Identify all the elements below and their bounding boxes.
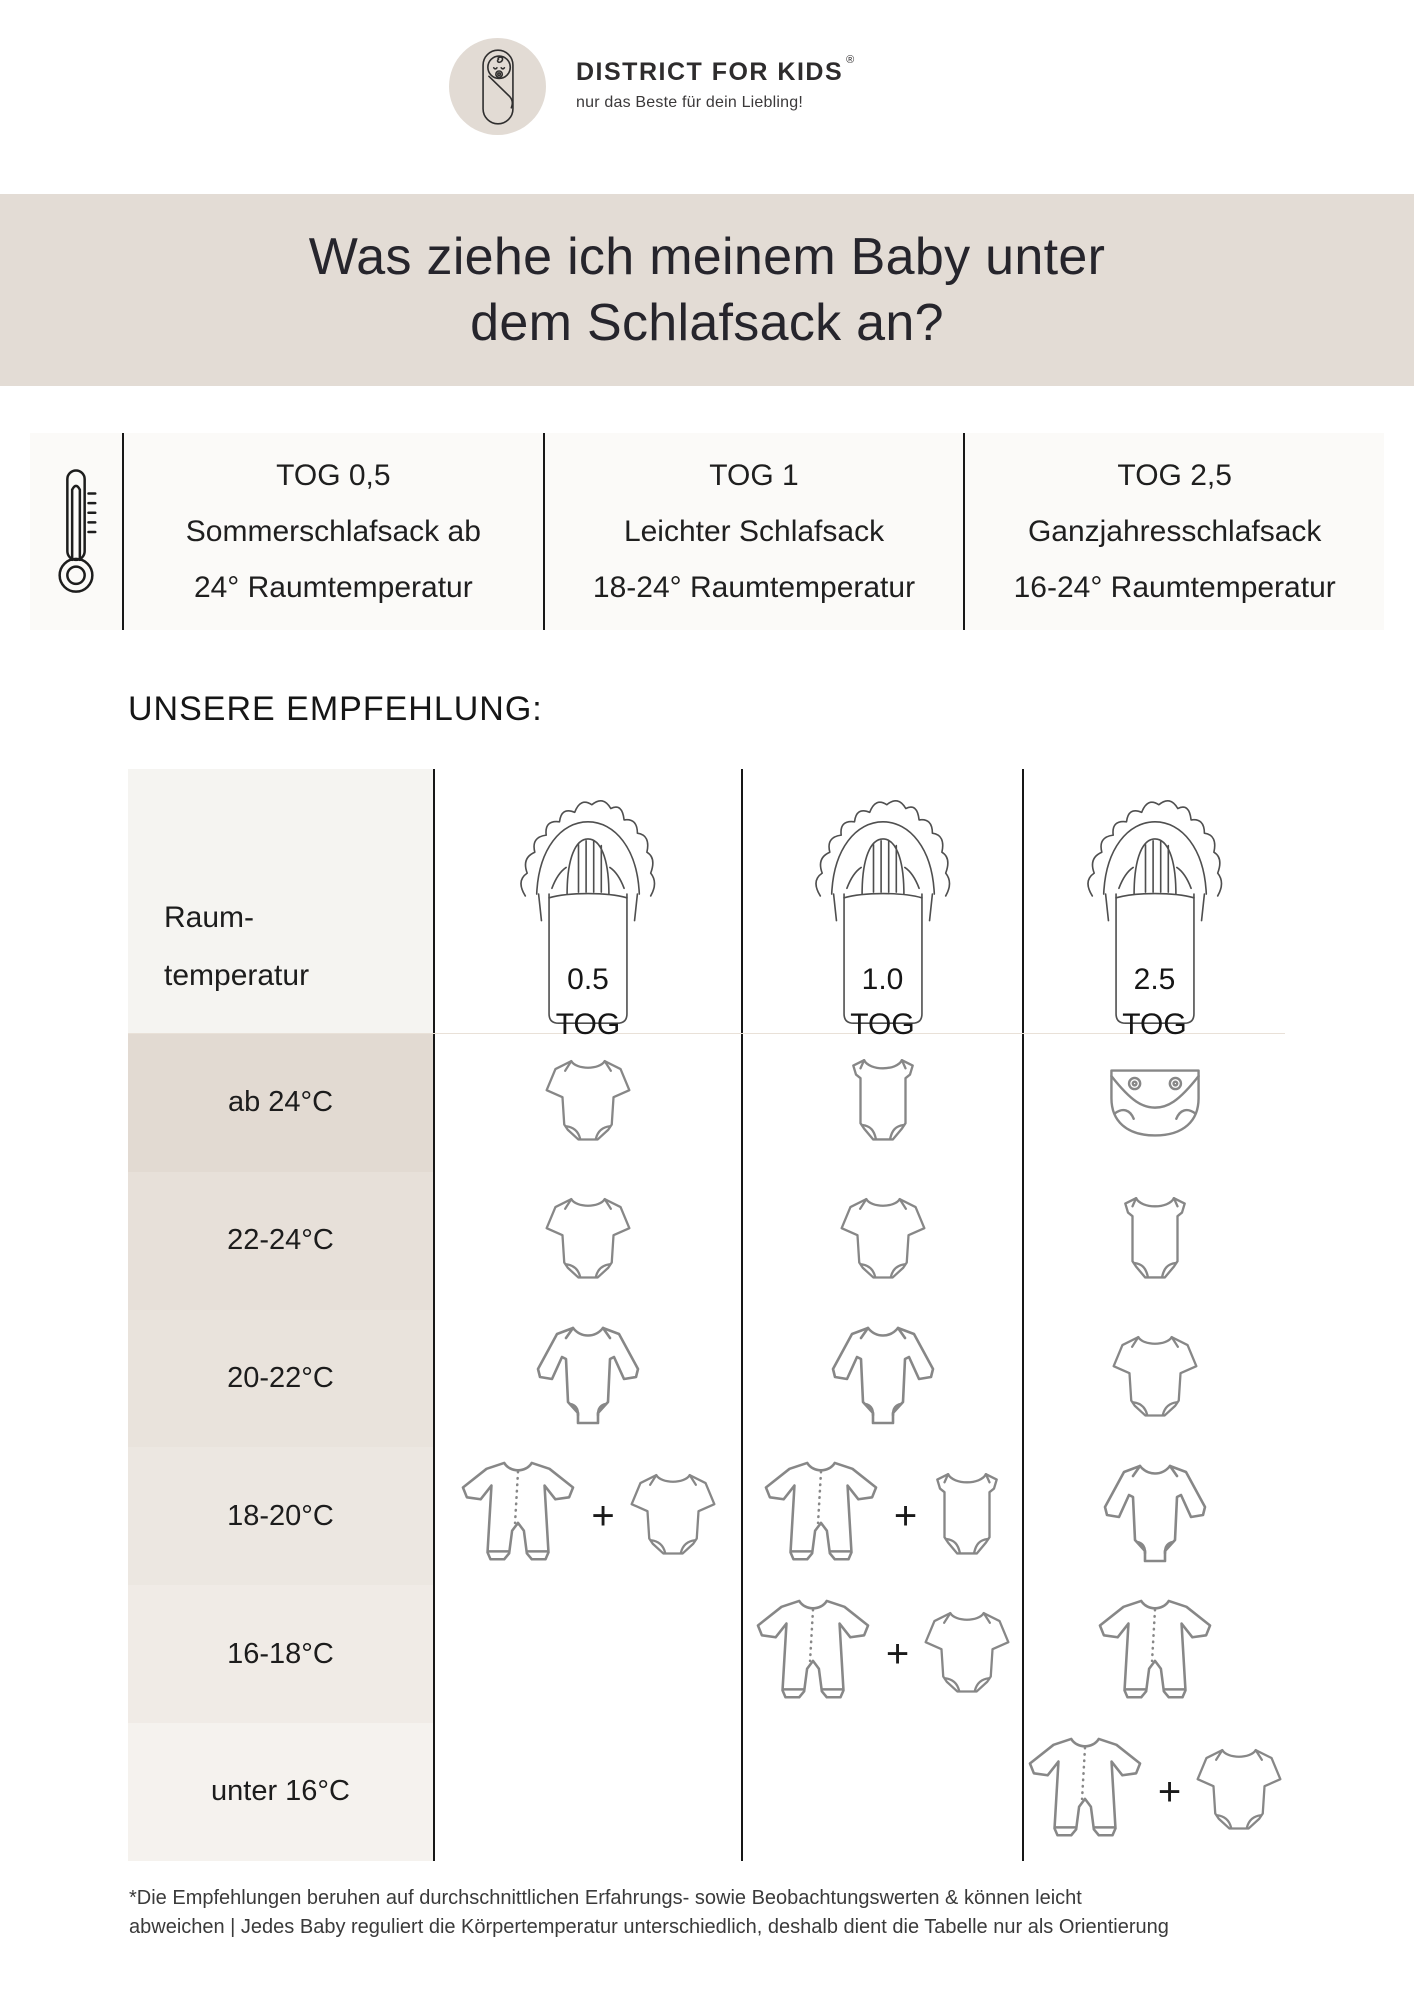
plus-sign: + — [1157, 1769, 1182, 1814]
body-short-icon — [923, 1606, 1011, 1703]
table-cell — [433, 1172, 741, 1310]
table-row — [128, 1585, 1285, 1723]
recommendation-heading: UNSERE EMPFEHLUNG: — [128, 690, 543, 728]
table-body — [128, 1033, 1285, 1861]
disclaimer-line1: *Die Empfehlungen beruhen auf durchschnittlichen Erfahrungs- sowie Beobachtungswerten & können leicht — [129, 1887, 1082, 1909]
row-label: ab 24°C — [128, 1034, 433, 1172]
table-cell — [1022, 1447, 1285, 1585]
table-row — [128, 1034, 1285, 1172]
body-short-icon — [1111, 1330, 1199, 1427]
column-header-tog-05 — [433, 769, 741, 1041]
table-cell — [1022, 1172, 1285, 1310]
plus-sign: + — [885, 1632, 910, 1677]
tog-value: TOG 2,5 — [1117, 458, 1232, 492]
table-cell — [1022, 1585, 1285, 1723]
body-sleeveless-icon — [931, 1467, 1003, 1566]
body-short-icon — [629, 1468, 717, 1565]
title-banner — [0, 194, 1414, 386]
romper-icon — [762, 1458, 880, 1574]
page-title-line1: Was ziehe ich meinem Baby unter — [308, 228, 1106, 286]
body-long-icon — [1100, 1460, 1210, 1572]
tog-desc-line2: 18-24° Raumtemperatur — [592, 570, 916, 604]
table-row — [128, 1310, 1285, 1448]
logo — [449, 38, 856, 135]
body-sleeveless-icon — [847, 1053, 919, 1152]
body-sleeveless-icon — [1119, 1191, 1191, 1290]
table-cell — [433, 1310, 741, 1448]
table-header — [128, 769, 1285, 1041]
registered-mark: ® — [846, 54, 856, 66]
swaddled-baby-icon — [470, 47, 526, 127]
disclaimer — [129, 1884, 1169, 1942]
sleeping-bag-label — [1079, 957, 1231, 1047]
table-cell — [433, 1447, 741, 1585]
thermometer-cell — [30, 433, 122, 630]
table-cell — [1022, 1310, 1285, 1448]
tog-info-column-1 — [543, 433, 964, 630]
row-label: 22-24°C — [128, 1172, 433, 1310]
table-cell — [741, 1172, 1022, 1310]
table-cell — [741, 1723, 1022, 1861]
romper-icon — [754, 1596, 872, 1712]
table-cell — [433, 1034, 741, 1172]
logo-badge — [449, 38, 546, 135]
body-short-icon — [839, 1192, 927, 1289]
page-title-line2: dem Schlafsack an? — [470, 294, 944, 352]
table-cell — [741, 1585, 1022, 1723]
sleeping-bag-label — [512, 957, 664, 1047]
row-label: 16-18°C — [128, 1585, 433, 1723]
table-row — [128, 1172, 1285, 1310]
row-label: 18-20°C — [128, 1447, 433, 1585]
romper-icon — [1096, 1596, 1214, 1712]
sleeping-bag — [807, 775, 959, 1041]
table-cell — [1022, 1034, 1285, 1172]
diaper-icon — [1104, 1065, 1206, 1141]
table-cell — [741, 1447, 1022, 1585]
table-row — [128, 1723, 1285, 1861]
tog-desc-line1: Ganzjahresschlafsack — [1027, 514, 1322, 548]
sleeping-bag-label — [807, 957, 959, 1047]
column-header-tog-10 — [741, 769, 1022, 1041]
tog-unit: TOG — [850, 1008, 915, 1041]
table-row — [128, 1447, 1285, 1585]
tog-unit: TOG — [555, 1008, 621, 1041]
plus-sign: + — [893, 1494, 918, 1539]
sleeping-bag — [512, 775, 664, 1041]
body-short-icon — [544, 1192, 632, 1289]
body-long-icon — [533, 1322, 643, 1434]
tog-number: 0.5 — [567, 963, 609, 996]
body-short-icon — [544, 1054, 632, 1151]
table-cell — [433, 1723, 741, 1861]
tog-number: 2.5 — [1133, 963, 1176, 996]
body-short-icon — [1195, 1743, 1283, 1840]
column-header-tog-25 — [1022, 769, 1285, 1041]
tog-desc-line1: Sommerschlafsack ab — [185, 514, 481, 548]
recommendation-table — [128, 769, 1285, 1861]
brand-name: DISTRICT FOR KIDS ® — [576, 54, 856, 86]
room-temperature-header — [128, 769, 433, 1033]
logo-text — [576, 54, 856, 135]
romper-icon — [459, 1458, 577, 1574]
sleeping-bag — [1079, 775, 1231, 1041]
table-cell — [433, 1585, 741, 1723]
tog-info-strip — [30, 433, 1384, 630]
tog-value: TOG 0,5 — [276, 458, 391, 492]
romper-icon — [1026, 1734, 1144, 1850]
brand-tagline: nur das Beste für dein Liebling! — [576, 94, 803, 111]
room-temp-label-line2: temperatur — [164, 959, 310, 992]
table-cell — [741, 1034, 1022, 1172]
room-temp-label-line1: Raum- — [164, 901, 255, 934]
table-cell — [1022, 1723, 1285, 1861]
tog-info-column-05 — [122, 433, 543, 630]
disclaimer-line2: abweichen | Jedes Baby reguliert die Körpertemperatur unterschiedlich, deshalb dient die Tabelle nur als Orientierung — [129, 1916, 1169, 1938]
tog-desc-line2: 16-24° Raumtemperatur — [1013, 570, 1336, 604]
thermometer-icon — [51, 463, 101, 601]
plus-sign: + — [591, 1494, 615, 1539]
tog-value: TOG 1 — [709, 458, 799, 492]
row-label: unter 16°C — [128, 1723, 433, 1861]
tog-info-column-25 — [963, 433, 1384, 630]
row-label: 20-22°C — [128, 1310, 433, 1448]
body-long-icon — [828, 1322, 938, 1434]
table-cell — [741, 1310, 1022, 1448]
tog-desc-line1: Leichter Schlafsack — [623, 514, 885, 548]
tog-number: 1.0 — [861, 963, 904, 996]
tog-desc-line2: 24° Raumtemperatur — [193, 570, 473, 604]
tog-unit: TOG — [1122, 1008, 1187, 1041]
